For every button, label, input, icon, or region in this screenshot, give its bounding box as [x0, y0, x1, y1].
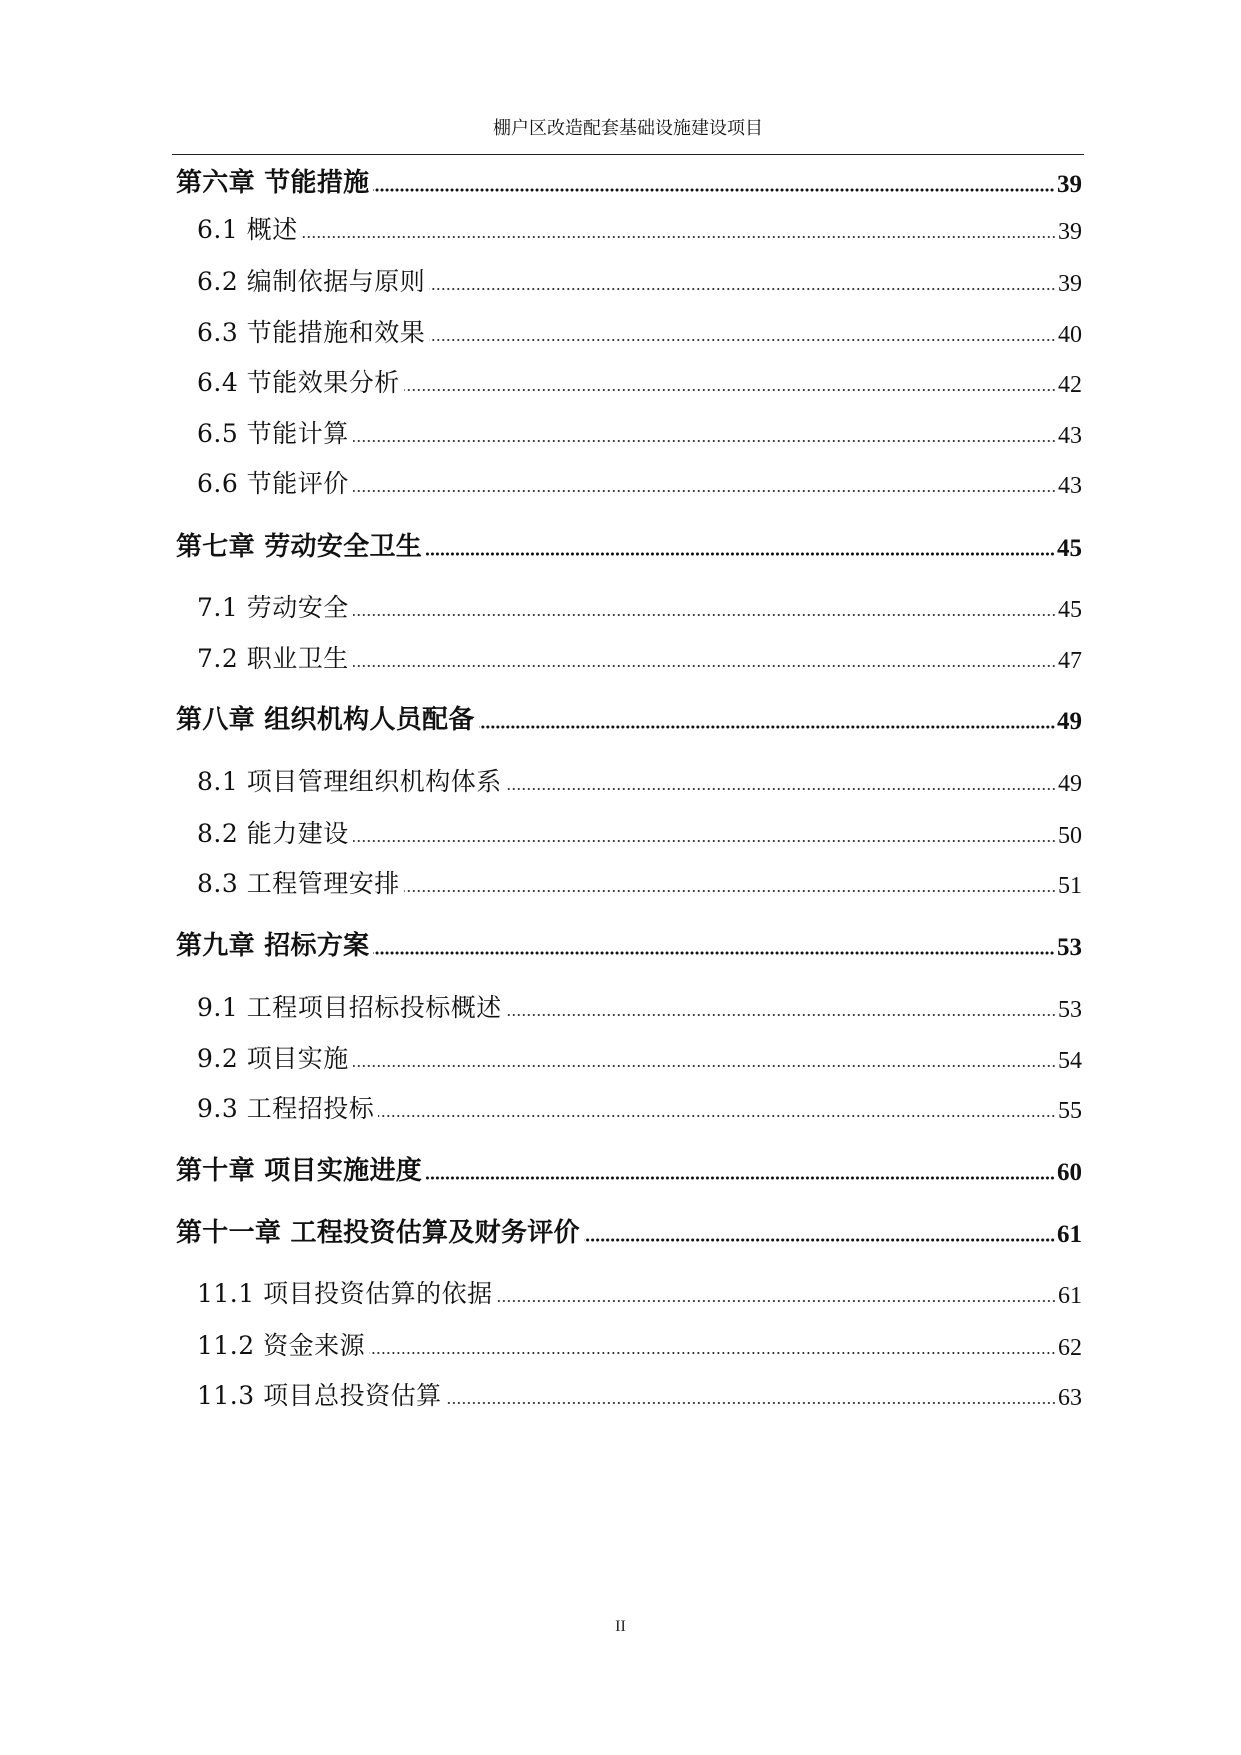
- toc-entry-page-number: 47: [1058, 648, 1082, 674]
- toc-entry-label: 8.2 能力建设: [197, 819, 349, 848]
- toc-entry-page-number: 40: [1058, 322, 1082, 348]
- toc-dot-leader: [426, 552, 1055, 556]
- toc-dot-leader: [426, 1176, 1055, 1180]
- toc-dot-leader: [353, 439, 1056, 443]
- toc-entry-page-number: 50: [1058, 823, 1082, 849]
- toc-section-entry[interactable]: [197, 1368, 1082, 1412]
- toc-entry-label: 9.2 项目实施: [197, 1044, 349, 1073]
- toc-entry-label: 6.1 概述: [197, 215, 298, 244]
- toc-dot-leader: [584, 1238, 1055, 1242]
- toc-entry-label: 第六章 节能措施: [176, 168, 370, 198]
- toc-entry-page-number: 53: [1058, 997, 1082, 1023]
- toc-entry-label: 8.1 项目管理组织机构体系: [197, 767, 502, 796]
- toc-entry-label: 第八章 组织机构人员配备: [176, 705, 475, 735]
- toc-entry-page-number: 49: [1058, 771, 1082, 797]
- page-header-title: 棚户区改造配套基础设施建设项目: [493, 118, 763, 139]
- toc-entry-page-number: 53: [1057, 934, 1082, 961]
- toc-section-entry[interactable]: [197, 406, 1082, 450]
- toc-entry-page-number: 62: [1058, 1335, 1082, 1361]
- toc-entry-label: 6.2 编制依据与原则: [197, 267, 426, 296]
- toc-dot-leader: [378, 1114, 1056, 1118]
- toc-entry-label: 9.1 工程项目招标投标概述: [197, 993, 502, 1022]
- toc-entry-label: 6.4 节能效果分析: [197, 368, 400, 397]
- toc-dot-leader: [497, 1299, 1056, 1303]
- toc-chapter-entry[interactable]: [176, 155, 1082, 199]
- toc-entry-page-number: 54: [1058, 1048, 1082, 1074]
- toc-entry-page-number: 61: [1057, 1221, 1082, 1248]
- toc-entry-page-number: 61: [1058, 1283, 1082, 1309]
- toc-section-entry[interactable]: [197, 1031, 1082, 1075]
- toc-entry-page-number: 39: [1057, 171, 1082, 198]
- toc-section-entry[interactable]: [197, 202, 1082, 246]
- toc-entry-label: 11.2 资金来源: [197, 1331, 366, 1360]
- toc-entry-label: 第十一章 工程投资估算及财务评价: [176, 1218, 580, 1248]
- toc-dot-leader: [353, 664, 1056, 668]
- toc-section-entry[interactable]: [197, 980, 1082, 1024]
- toc-section-entry[interactable]: [197, 806, 1082, 850]
- toc-dot-leader: [353, 489, 1056, 493]
- toc-chapter-entry[interactable]: [176, 519, 1082, 563]
- toc-entry-label: 7.1 劳动安全: [197, 593, 349, 622]
- toc-dot-leader: [353, 839, 1056, 843]
- toc-section-entry[interactable]: [197, 456, 1082, 500]
- toc-entry-page-number: 43: [1058, 473, 1082, 499]
- toc-entry-label: 6.6 节能评价: [197, 469, 349, 498]
- toc-entry-label: 6.5 节能计算: [197, 419, 349, 448]
- toc-entry-page-number: 45: [1058, 597, 1082, 623]
- toc-entry-page-number: 60: [1057, 1159, 1082, 1186]
- toc-section-entry[interactable]: [197, 631, 1082, 675]
- toc-dot-leader: [302, 235, 1056, 239]
- toc-section-entry[interactable]: [197, 1081, 1082, 1125]
- toc-section-entry[interactable]: [197, 856, 1082, 900]
- toc-chapter-entry[interactable]: [176, 1205, 1082, 1249]
- toc-chapter-entry[interactable]: [176, 692, 1082, 736]
- toc-dot-leader: [373, 188, 1055, 192]
- toc-dot-leader: [404, 388, 1056, 392]
- toc-entry-label: 11.1 项目投资估算的依据: [197, 1279, 493, 1308]
- toc-section-entry[interactable]: [197, 1266, 1082, 1310]
- toc-section-entry[interactable]: [197, 754, 1082, 798]
- toc-dot-leader: [506, 1013, 1056, 1017]
- toc-entry-page-number: 49: [1057, 708, 1082, 735]
- toc-entry-label: 第十章 项目实施进度: [176, 1156, 423, 1186]
- toc-entry-page-number: 45: [1057, 535, 1082, 562]
- toc-entry-label: 8.3 工程管理安排: [197, 869, 400, 898]
- toc-chapter-entry[interactable]: [176, 1143, 1082, 1187]
- toc-entry-label: 第七章 劳动安全卫生: [176, 532, 423, 562]
- toc-dot-leader: [353, 613, 1056, 617]
- toc-entry-page-number: 55: [1058, 1098, 1082, 1124]
- toc-chapter-entry[interactable]: [176, 918, 1082, 962]
- toc-dot-leader: [479, 725, 1055, 729]
- toc-entry-label: 7.2 职业卫生: [197, 644, 349, 673]
- toc-entry-label: 9.3 工程招投标: [197, 1094, 375, 1123]
- toc-dot-leader: [404, 889, 1056, 893]
- toc-entry-page-number: 63: [1058, 1385, 1082, 1411]
- toc-entry-page-number: 43: [1058, 423, 1082, 449]
- toc-entry-label: 第九章 招标方案: [176, 931, 370, 961]
- toc-section-entry[interactable]: [197, 1318, 1082, 1362]
- toc-dot-leader: [429, 287, 1056, 291]
- toc-entry-label: 11.3 项目总投资估算: [197, 1381, 442, 1410]
- toc-dot-leader: [446, 1401, 1056, 1405]
- toc-dot-leader: [353, 1064, 1056, 1068]
- toc-dot-leader: [373, 951, 1055, 955]
- toc-entry-page-number: 39: [1058, 219, 1082, 245]
- page-number: II: [615, 1618, 626, 1635]
- toc-dot-leader: [429, 338, 1056, 342]
- toc-entry-page-number: 51: [1058, 873, 1082, 899]
- toc-entry-label: 6.3 节能措施和效果: [197, 318, 426, 347]
- toc-dot-leader: [506, 787, 1056, 791]
- toc-section-entry[interactable]: [197, 305, 1082, 349]
- toc-entry-page-number: 42: [1058, 372, 1082, 398]
- toc-section-entry[interactable]: [197, 254, 1082, 298]
- toc-entry-page-number: 39: [1058, 271, 1082, 297]
- toc-dot-leader: [369, 1351, 1056, 1355]
- toc-section-entry[interactable]: [197, 355, 1082, 399]
- toc-section-entry[interactable]: [197, 580, 1082, 624]
